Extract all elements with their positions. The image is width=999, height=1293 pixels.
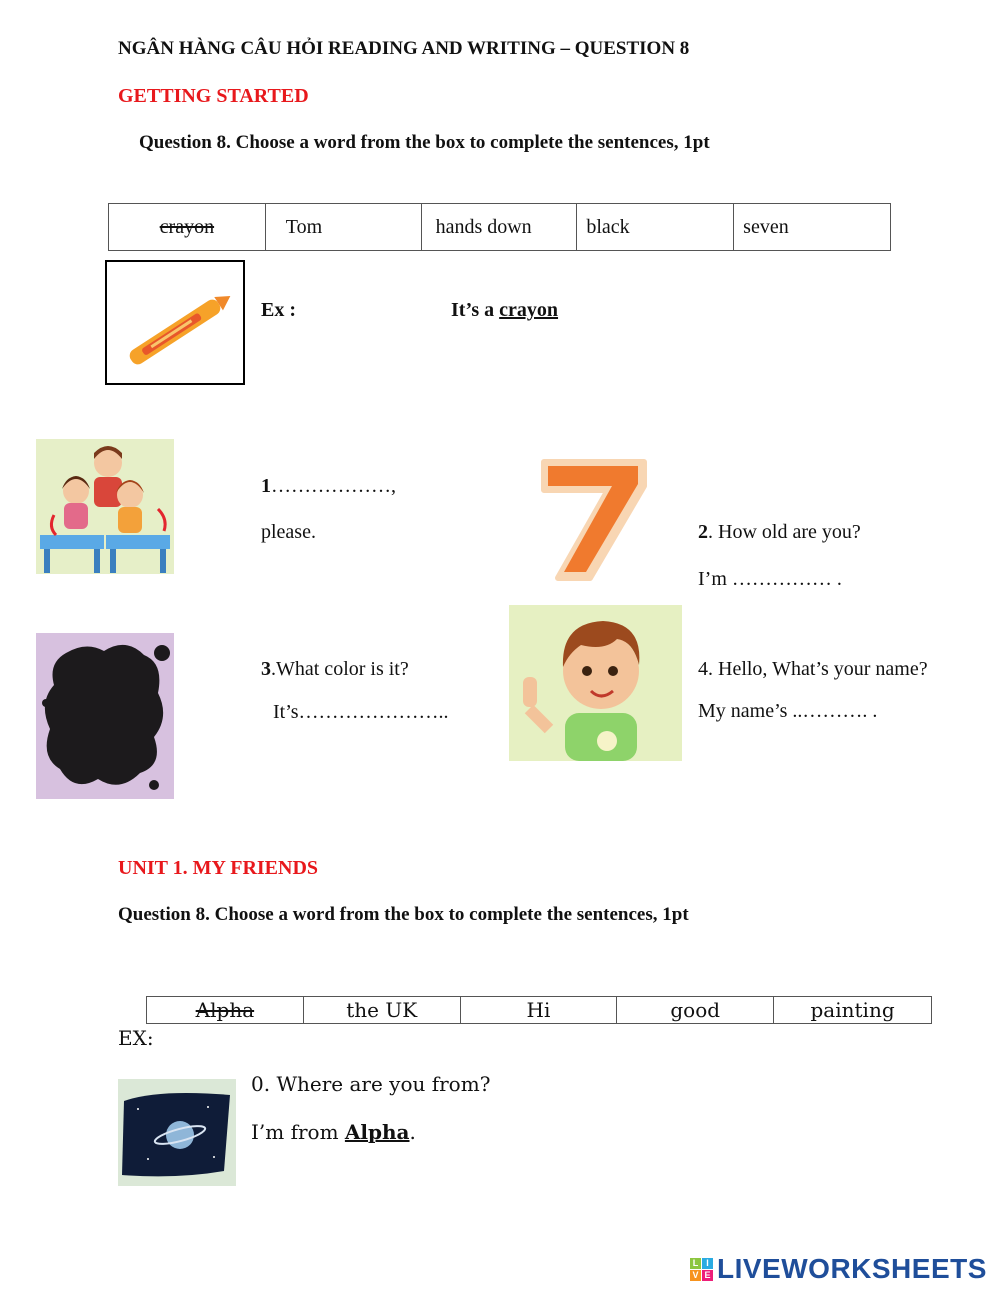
question-1: 1………………, [261,475,396,497]
word-box-cell: seven [734,204,891,251]
ex-label: EX: [118,1026,154,1050]
word-box-cell: Hi [460,997,617,1024]
section-heading-unit-1: UNIT 1. MY FRIENDS [118,857,319,879]
question-2-line2: I’m …………… . [698,568,842,590]
black-paint-image [36,633,174,799]
section-heading-getting-started: GETTING STARTED [118,85,309,107]
word-box-2 [146,996,932,1024]
planet-image [118,1079,236,1186]
ex-answer: Alpha [344,1120,410,1144]
word-box-1 [108,203,891,251]
question-4-line2: My name’s ..………. . [698,700,878,722]
hands-down-image [36,439,174,574]
word-box-cell: hands down [421,204,577,251]
logo-text: LIVEWORKSHEETS [717,1253,987,1284]
word-box-cell: the UK [303,997,460,1024]
example-sentence: It’s a crayon [451,299,559,321]
ex-question: 0. Where are you from? [251,1072,491,1096]
word-box-cell: Tom [265,204,421,251]
page-title: NGÂN HÀNG CÂU HỎI READING AND WRITING – QUESTION 8 [118,38,690,59]
question-3: 3.What color is it? [261,658,409,680]
question-2: 2. How old are you? [698,521,861,543]
example-label: Ex : [261,299,296,321]
word-box-cell: Alpha [147,997,304,1024]
logo-icon: L I V E [690,1258,713,1281]
question-instruction-2: Question 8. Choose a word from the box to complete the sentences, 1pt [118,904,689,925]
question-instruction-1: Question 8. Choose a word from the box to complete the sentences, 1pt [139,132,710,153]
word-box-cell: good [617,997,774,1024]
boy-image [509,605,682,761]
question-4: 4. Hello, What’s your name? [698,658,928,680]
word-box-cell: crayon [109,204,266,251]
question-1-line2: please. [261,521,316,543]
example-answer: crayon [499,299,559,321]
question-3-line2: It’s………………….. [273,701,449,723]
number-seven-image [540,456,650,581]
liveworksheets-logo[interactable] [690,1253,987,1285]
word-box-cell: black [577,204,734,251]
word-box-cell: painting [774,997,932,1024]
ex-answer-sentence: I’m from Alpha. [251,1120,416,1144]
crayon-image [105,260,245,385]
